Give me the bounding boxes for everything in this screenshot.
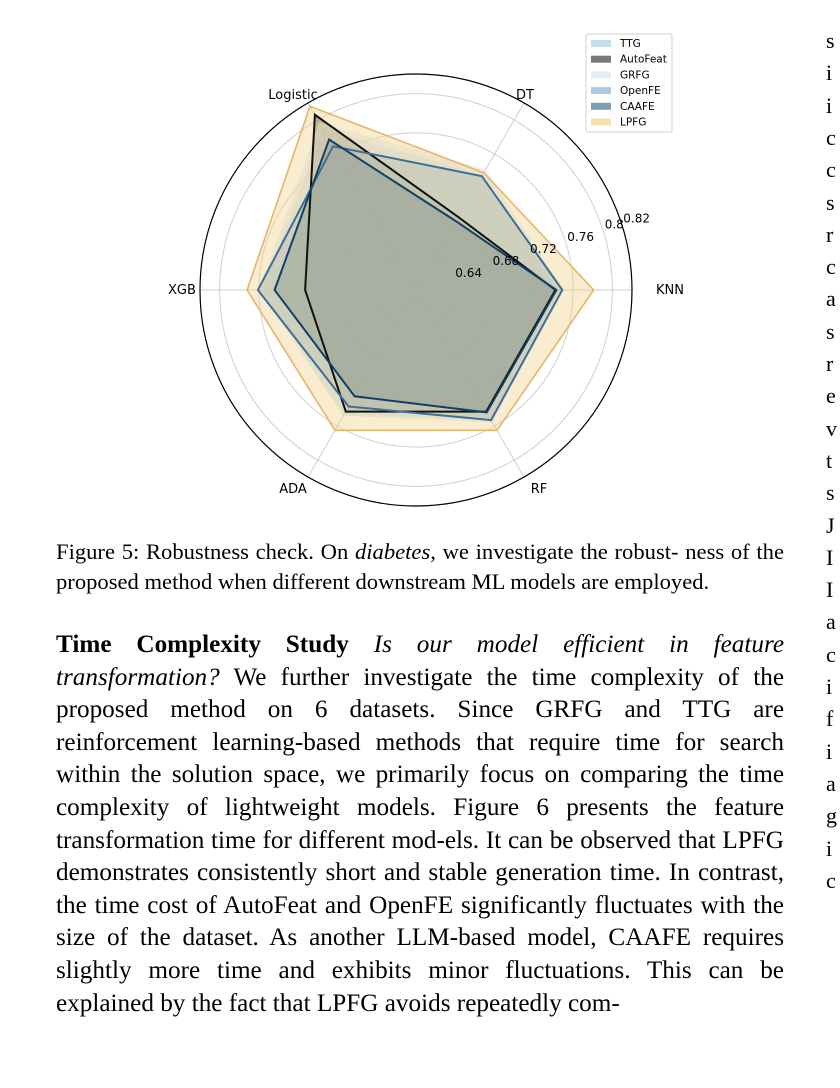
edge-letter: r: [826, 221, 834, 247]
caption-line3: are employed.: [581, 569, 710, 594]
edge-letter: s: [826, 318, 835, 344]
legend-swatch-caafe: [591, 103, 611, 110]
legend-label-caafe: CAAFE: [620, 100, 655, 113]
edge-letter: r: [826, 351, 834, 376]
edge-letter: c: [826, 157, 836, 183]
caption-dataset: diabetes: [354, 539, 431, 564]
legend-label-ttg: TTG: [620, 38, 641, 50]
edge-letter: I: [826, 577, 834, 603]
r-tick-label-5: 0.82: [623, 211, 651, 226]
r-tick-label-0: 0.64: [455, 266, 483, 281]
caption-prefix: Figure 5: Robustness check. On: [56, 539, 355, 564]
legend-swatch-lpfg: [591, 119, 611, 126]
radar-chart: [150, 20, 710, 510]
caption-line1-rest: , we investigate the robust-: [430, 539, 679, 564]
axis-label-ada: ADA: [279, 481, 307, 497]
edge-letter: e: [826, 383, 836, 409]
section-question: Is our model efficient in feature transformation?: [56, 631, 784, 691]
axis-label-rf: RF: [530, 481, 548, 497]
adjacent-column-fragment: [826, 0, 840, 1088]
edge-letter: g: [826, 803, 837, 829]
section-heading: Time Complexity Study: [56, 631, 349, 658]
axis-label-logistic: Logistic: [268, 88, 318, 104]
axis-label-dt: DT: [516, 88, 534, 104]
edge-letter: v: [826, 415, 837, 441]
edge-letter: I: [826, 544, 834, 570]
legend-label-autofeat: AutoFeat: [620, 53, 667, 66]
legend-label-grfg: GRFG: [620, 69, 650, 82]
edge-letter: t: [826, 447, 833, 473]
legend-label-lpfg: LPFG: [620, 116, 647, 129]
series-fill-lpfg: [247, 106, 594, 430]
edge-letter: i: [826, 835, 833, 861]
r-tick-label-4: 0.8: [604, 217, 624, 232]
legend-swatch-autofeat: [591, 56, 611, 63]
edge-letter: s: [826, 480, 835, 506]
edge-letter: f: [826, 706, 834, 732]
edge-letter: i: [826, 92, 833, 118]
edge-letter: c: [826, 254, 836, 280]
edge-letter: i: [826, 738, 833, 764]
r-tick-label-1: 0.68: [492, 254, 520, 269]
edge-letter: a: [826, 609, 836, 635]
legend-swatch-openfe: [591, 87, 611, 94]
time-complexity-paragraph: [56, 629, 784, 1020]
edge-letter: c: [826, 867, 836, 893]
caption-line2: ness of the proposed method when different downstream ML models: [56, 539, 784, 594]
edge-letter: J: [826, 512, 835, 538]
legend-label-openfe: OpenFE: [620, 85, 661, 98]
edge-letter: a: [826, 770, 836, 796]
axis-label-xgb: XGB: [168, 283, 196, 298]
edge-letter: s: [826, 189, 835, 215]
r-tick-label-2: 0.72: [530, 242, 557, 256]
figure-caption: [56, 537, 784, 597]
edge-letter: i: [826, 60, 833, 86]
edge-letter: a: [826, 286, 836, 312]
edge-letter: s: [826, 28, 835, 53]
edge-letter: c: [826, 124, 836, 150]
edge-letter: i: [826, 674, 833, 699]
r-tick-label-3: 0.76: [567, 229, 595, 244]
edge-letter: c: [826, 641, 836, 667]
legend-swatch-ttg: [591, 40, 611, 47]
legend-swatch-grfg: [591, 71, 611, 78]
axis-label-knn: KNN: [656, 283, 684, 298]
section-body: We further investigate the time complexity of the proposed method on 6 datasets. Since GRFG and TTG are reinforcement learning-based methods that require time for search within the solution space, we primarily focus on comparing the time complexity of lightweight models. Figure 6 presents the feature transformation time for different mod-els. It can be observed that LPFG demonstrates consistently short and stable generation time. In contrast, the time cost of AutoFeat and OpenFE significantly fluctuates with the size of the dataset. As another LLM-based model, CAAFE requires slightly more time and exhibits minor fluctuations. This can be explained by the fact that LPFG avoids repeatedly com-: [56, 663, 784, 1017]
